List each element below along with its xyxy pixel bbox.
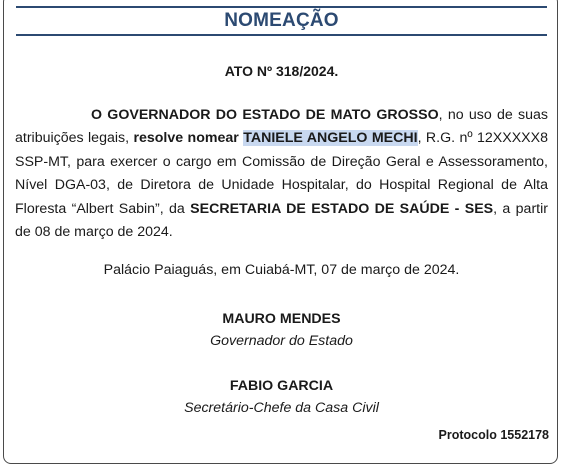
secretariat-name: SECRETARIA DE ESTADO DE SAÚDE - SES xyxy=(190,200,494,217)
page-title: NOMEAÇÃO xyxy=(224,10,339,31)
signatory-role: Secretário-Chefe da Casa Civil xyxy=(184,400,379,416)
signatory-role: Governador do Estado xyxy=(210,333,353,349)
signatory-name: MAURO MENDES xyxy=(222,311,341,327)
protocol-number: Protocolo 1552178 xyxy=(438,428,549,442)
resolve-clause: resolve nomear xyxy=(133,130,239,147)
title-rule-bottom xyxy=(16,34,547,36)
governor-clause: O GOVERNADOR DO ESTADO DE MATO GROSSO xyxy=(91,107,439,123)
ato-number: ATO Nº 318/2024. xyxy=(224,63,339,79)
appointee-name: TANIELE ANGELO MECHI xyxy=(243,130,418,147)
place-date: Palácio Paiaguás, em Cuiabá-MT, 07 de março de 2024. xyxy=(103,262,460,278)
body-text-1: , no uso de suas atribuições legais, xyxy=(15,107,548,147)
body-text-3: , a partir de 08 de março de 2024. xyxy=(15,200,548,241)
signatory-name: FABIO GARCIA xyxy=(229,378,334,394)
decree-body xyxy=(15,104,548,244)
body-text-2: , R.G. nº 12XXXXX8 SSP-MT, para exercer o cargo em Comissão de Direção Geral e Assessoramento, Nível DGA-03, de Diretora de Unidade Hospitalar, do Hospital Regional de Alta Floresta “Albert Sabin”, da xyxy=(15,130,548,217)
